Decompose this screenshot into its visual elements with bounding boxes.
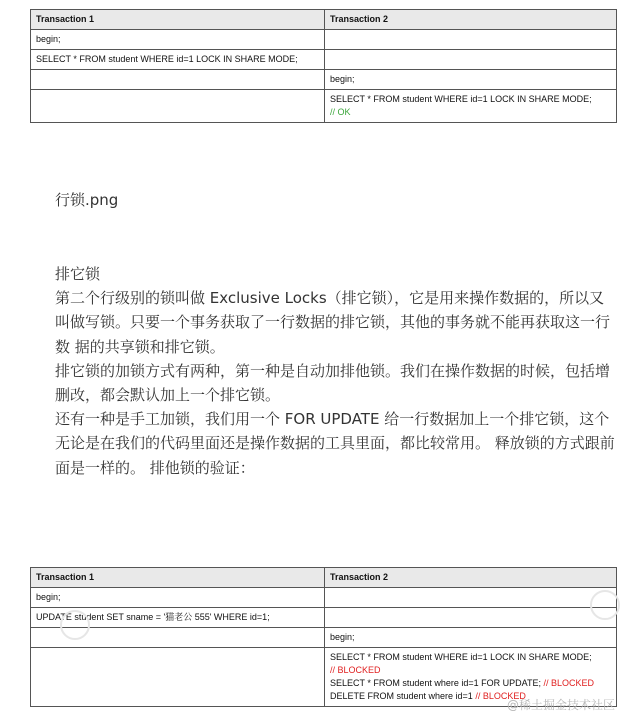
blocked-comment: // BLOCKED	[475, 691, 526, 701]
table-row	[31, 50, 617, 70]
sql-text: SELECT * FROM student where id=1 FOR UPDATE;	[330, 678, 544, 688]
transaction-table-2	[30, 567, 617, 707]
table-row	[31, 90, 617, 123]
cell-empty	[325, 30, 617, 50]
cell-empty	[31, 90, 325, 123]
table-row	[31, 628, 617, 648]
blocked-comment: // BLOCKED	[330, 665, 381, 675]
sql-line-for-update	[330, 677, 611, 690]
cell-empty	[31, 70, 325, 90]
ok-comment: // OK	[330, 107, 351, 117]
cell-empty	[325, 608, 617, 628]
table-header-row	[31, 10, 617, 30]
sql-line: SELECT * FROM student WHERE id=1 LOCK IN SHARE MODE;	[330, 94, 592, 104]
sql-text: DELETE FROM student where id=1	[330, 691, 476, 701]
blocked-comment: // BLOCKED	[543, 678, 595, 688]
cell-t1-begin: begin;	[31, 30, 325, 50]
cell-empty	[325, 50, 617, 70]
cell-t1-select: SELECT * FROM student WHERE id=1 LOCK IN SHARE MODE;	[31, 50, 325, 70]
cell-t2-begin: begin;	[325, 628, 617, 648]
header-transaction-2: Transaction 2	[325, 568, 617, 588]
table-row	[31, 30, 617, 50]
table-row	[31, 608, 617, 628]
table-header-row	[31, 568, 617, 588]
watermark-logo-icon	[60, 610, 90, 640]
site-watermark: @稀土掘金技术社区	[506, 698, 615, 712]
table-row	[31, 70, 617, 90]
watermark-logo-icon	[590, 590, 620, 620]
cell-t2-select	[325, 90, 617, 123]
paragraph-1: 第二个行级别的锁叫做 Exclusive Locks（排它锁），它是用来操作数据的，所以又叫做写锁。只要一个事务获取了一行数据的排它锁，其他的事务就不能再获取这一行数 据的共享锁和排它锁。	[55, 289, 611, 356]
table-row	[31, 588, 617, 608]
image-caption: 行锁.png	[55, 191, 119, 209]
header-transaction-1: Transaction 1	[31, 568, 325, 588]
section-heading: 排它锁	[55, 265, 101, 283]
paragraph-3: 还有一种是手工加锁，我们用一个 FOR UPDATE 给一行数据加上一个排它锁，这个无论是在我们的代码里面还是操作数据的工具里面，都比较常用。 释放锁的方式跟前面是一样的。 排他锁的验证：	[55, 410, 615, 477]
article-body	[55, 262, 617, 480]
header-transaction-1: Transaction 1	[31, 10, 325, 30]
paragraph-2: 排它锁的加锁方式有两种，第一种是自动加排他锁。我们在操作数据的时候，包括增删改，都会默认加上一个排它锁。	[55, 361, 611, 405]
header-transaction-2: Transaction 2	[325, 10, 617, 30]
cell-t1-begin: begin;	[31, 588, 325, 608]
sql-line: SELECT * FROM student WHERE id=1 LOCK IN SHARE MODE;	[330, 652, 592, 662]
cell-t2-begin: begin;	[325, 70, 617, 90]
cell-empty	[325, 588, 617, 608]
transaction-table-1	[30, 9, 617, 123]
cell-empty	[31, 648, 325, 707]
cell-t1-update: UPDATE student SET sname = '猫老公 555' WHERE id=1;	[31, 608, 325, 628]
